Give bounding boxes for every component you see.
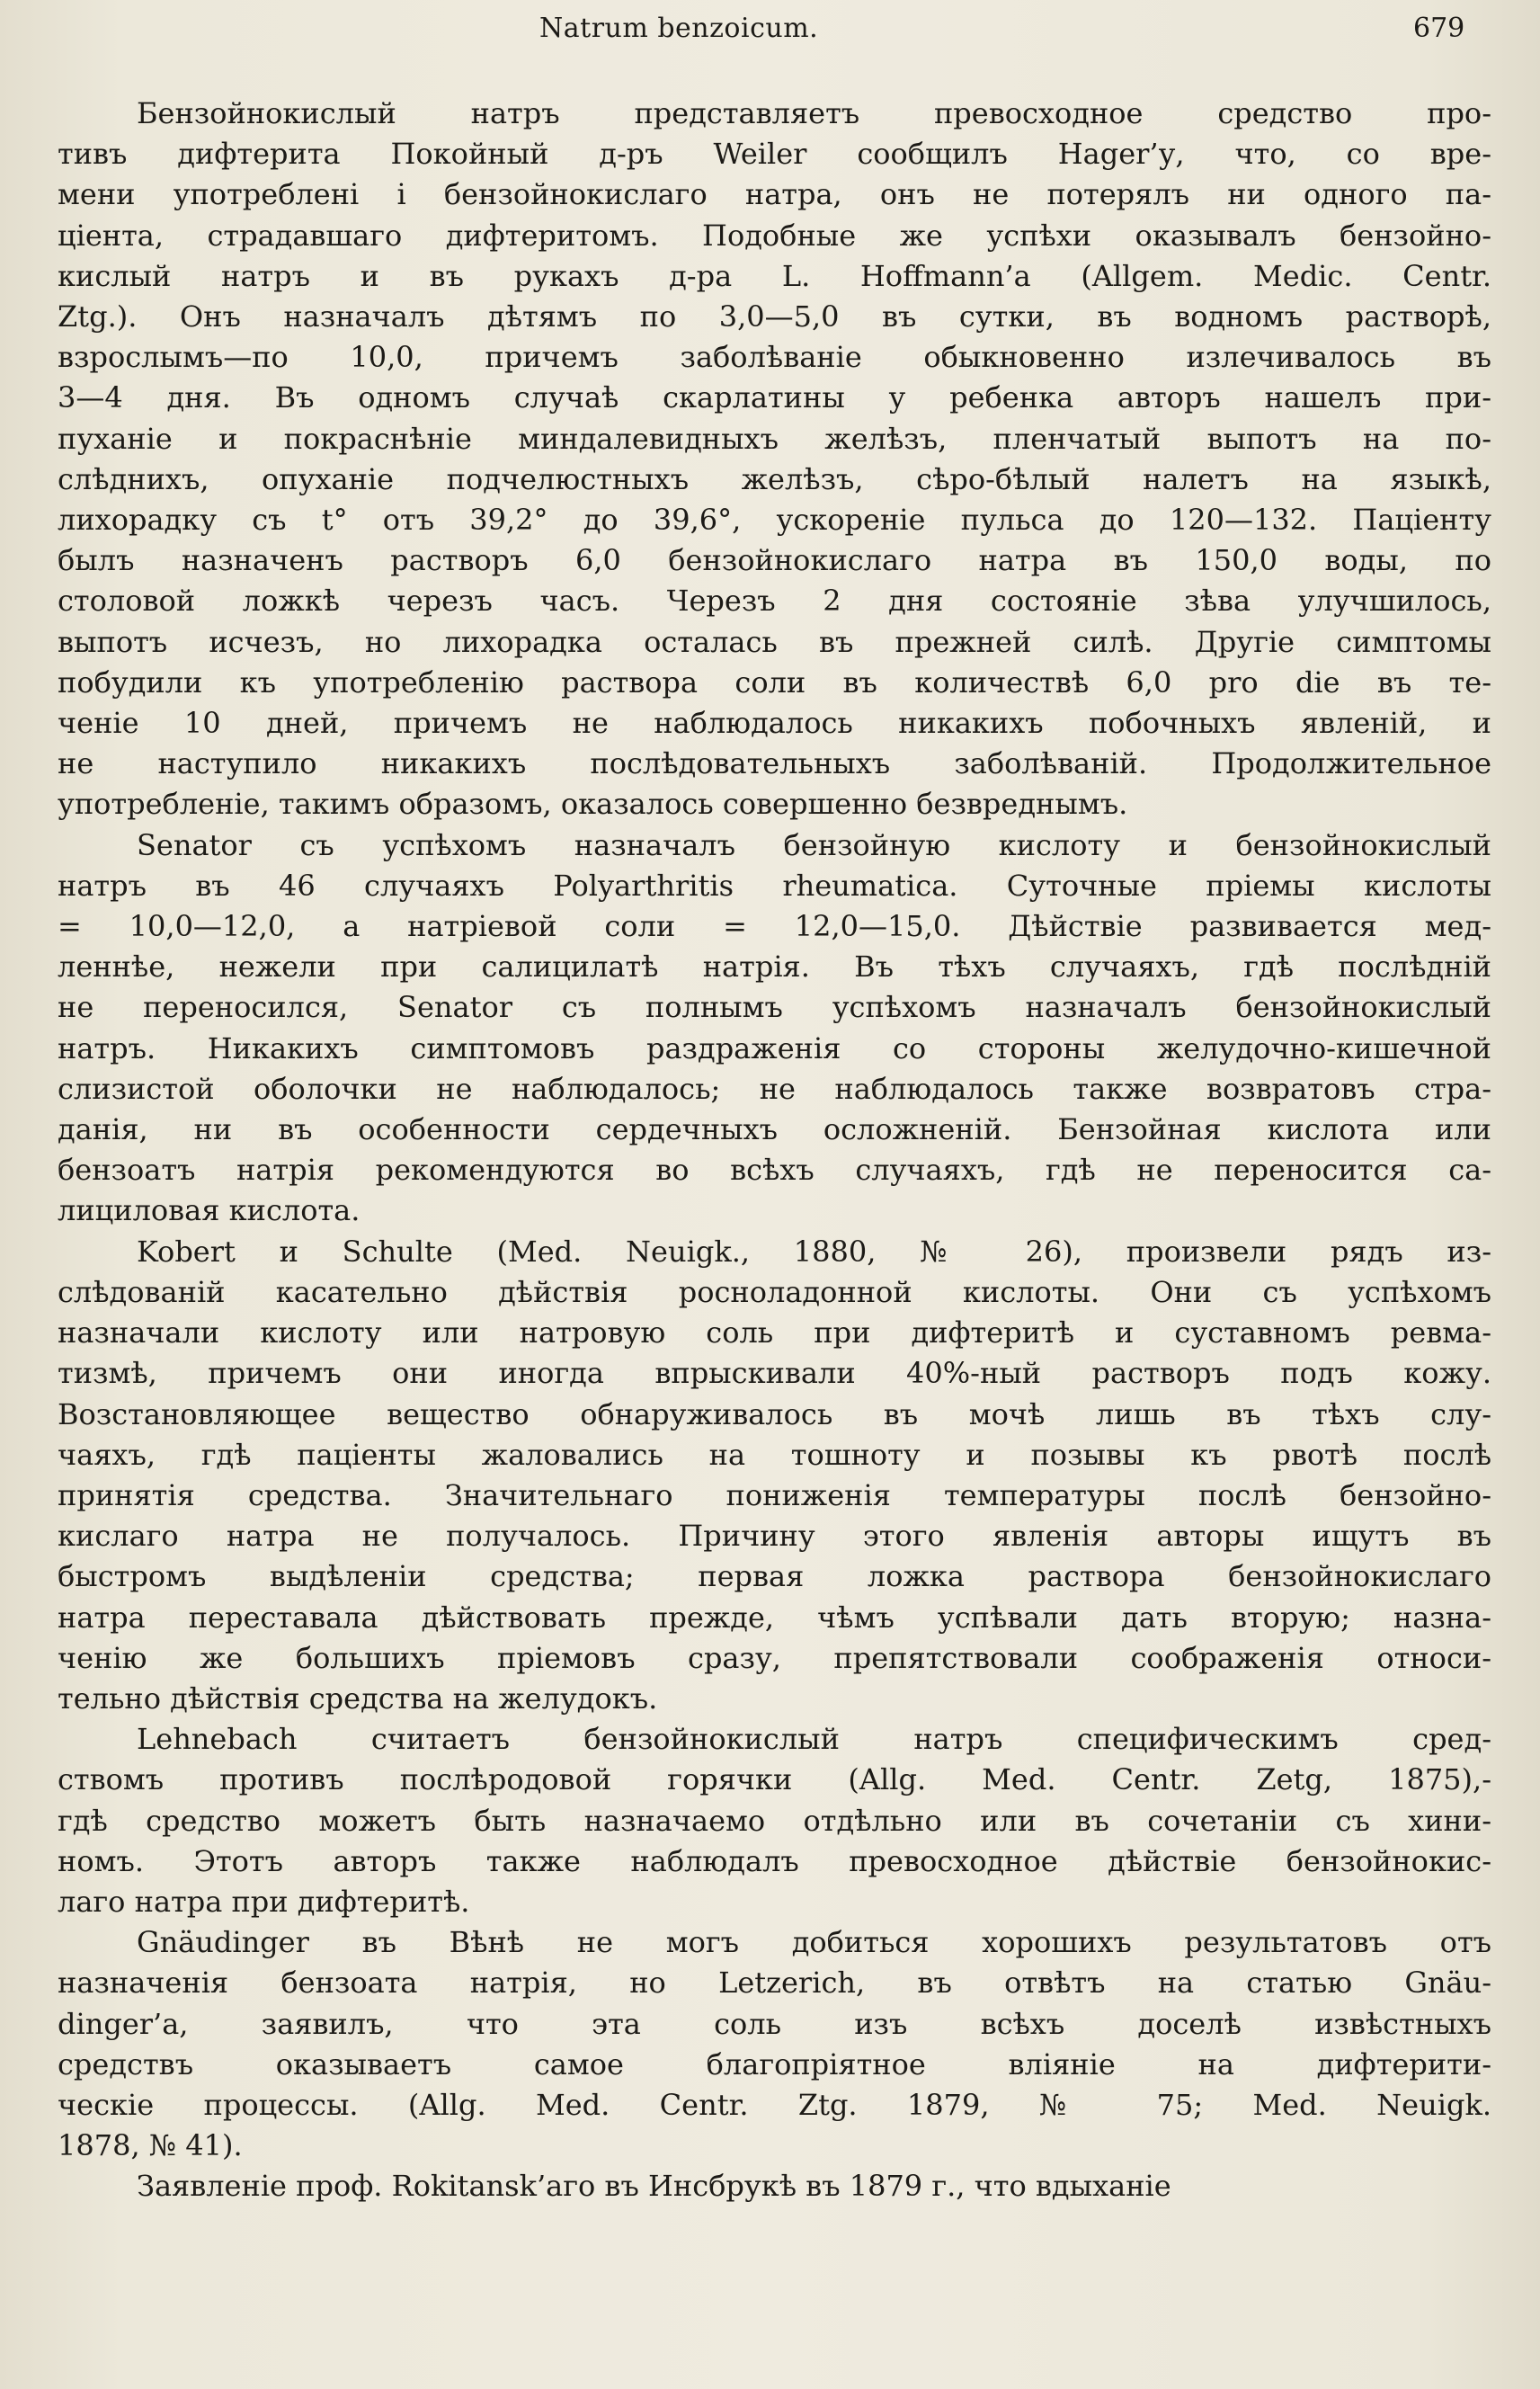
text-line: пуханіе и покраснѣніе миндалевидныхъ желѣзъ, пленчатый выпотъ на по- [58, 421, 1491, 456]
paragraph [58, 825, 1491, 1232]
text-line: взрослымъ—по 10,0, причемъ заболѣваніе обыкновенно излечивалось въ [58, 340, 1491, 375]
text-line: лициловая кислота. [58, 1193, 361, 1228]
text-line: тивъ дифтерита Покойный д-ръ Weiler сообщилъ Hager’у, что, со вре- [58, 137, 1491, 172]
text-line: употребленіе, такимъ образомъ, оказалось совершенно безвреднымъ. [58, 787, 1128, 822]
text-line: тизмѣ, причемъ они иногда впрыскивали 40%-ный растворъ подъ кожу. [58, 1356, 1491, 1391]
text-line: ческіе процессы. (Allg. Med. Centr. Ztg. 1879, № 75; Med. Neuigk. [58, 2087, 1491, 2122]
text-line: мени употреблені і бензойнокислаго натра, онъ не потерялъ ни одного па- [58, 177, 1491, 212]
text-line: принятія средства. Значительнаго пониженія температуры послѣ бензойно- [58, 1477, 1491, 1512]
paragraph [58, 2166, 1491, 2206]
text-line: данія, ни въ особенности сердечныхъ осложненій. Бензойная кислота или [58, 1112, 1491, 1147]
text-line: гдѣ средство можетъ быть назначаемо отдѣльно или въ сочетаніи съ хини- [58, 1803, 1491, 1838]
text-body [58, 94, 1491, 2207]
text-line: чаяхъ, гдѣ паціенты жаловались на тошноту и позывы къ рвотѣ послѣ [58, 1437, 1491, 1472]
text-line: не переносился, Senator съ полнымъ успѣхомъ назначалъ бензойнокислый [58, 990, 1491, 1025]
text-line: 1878, № 41). [58, 2128, 243, 2163]
running-title: Natrum benzoicum. [539, 13, 819, 44]
text-line: не наступило никакихъ послѣдовательныхъ заболѣваній. Продолжительное [58, 746, 1491, 781]
text-line: Бензойнокислый натръ представляетъ превосходное средство про- [137, 96, 1491, 130]
text-line: ціента, страдавшаго дифтеритомъ. Подобные же успѣхи оказывалъ бензойно- [58, 218, 1491, 253]
text-line: слѣднихъ, опуханіе подчелюстныхъ желѣзъ, сѣро-бѣлый налетъ на языкѣ, [58, 461, 1491, 496]
text-line: лаго натра при дифтеритѣ. [58, 1884, 470, 1919]
text-line: Senator съ успѣхомъ назначалъ бензойную кислоту и бензойнокислый [137, 827, 1491, 862]
text-line: кислый натръ и въ рукахъ д-ра L. Hoffmann’a (Allgem. Medic. Centr. [58, 258, 1491, 293]
text-line: ченію же большихъ пріемовъ сразу, препятствовали соображенія относи- [58, 1640, 1491, 1675]
text-line: быстромъ выдѣленіи средства; первая ложка раствора бензойнокислаго [58, 1559, 1491, 1594]
text-line: назначали кислоту или натровую соль при дифтеритѣ и суставномъ ревма- [58, 1315, 1491, 1350]
text-line: = 10,0—12,0, а натріевой соли = 12,0—15,0. Дѣйствіе развивается мед- [58, 909, 1491, 944]
text-line: Lehnebach считаетъ бензойнокислый натръ специфическимъ сред- [137, 1722, 1491, 1757]
text-line: Ztg.). Онъ назначалъ дѣтямъ по 3,0—5,0 въ сутки, въ водномъ растворѣ, [58, 299, 1491, 334]
page-number: 679 [1413, 13, 1465, 44]
text-line: кислаго натра не получалось. Причину этого явленія авторы ищутъ въ [58, 1519, 1491, 1554]
paragraph [58, 1719, 1491, 1922]
text-line: ствомъ противъ послѣродовой горячки (Allg. Med. Centr. Zetg, 1875),- [58, 1762, 1491, 1797]
text-line: леннѣе, нежели при салицилатѣ натрія. Въ тѣхъ случаяхъ, гдѣ послѣдній [58, 949, 1491, 985]
text-line: ченіе 10 дней, причемъ не наблюдалось никакихъ побочныхъ явленій, и [58, 706, 1491, 741]
text-line: тельно дѣйствія средства на желудокъ. [58, 1680, 658, 1716]
text-line: натръ въ 46 случаяхъ Polyarthritis rheumatica. Суточные пріемы кислоты [58, 868, 1491, 903]
text-line: Kobert и Schulte (Med. Neuigk., 1880, № 26), произвели рядъ из- [137, 1234, 1491, 1269]
text-line: лихорадку съ t° отъ 39,2° до 39,6°, ускореніе пульса до 120—132. Паціенту [58, 503, 1491, 538]
text-line: слизистой оболочки не наблюдалось; не наблюдалось также возвратовъ стра- [58, 1071, 1491, 1106]
paragraph [58, 1922, 1491, 2166]
text-line: былъ назначенъ растворъ 6,0 бензойнокислаго натра въ 150,0 воды, по [58, 543, 1491, 578]
text-line: натръ. Никакихъ симптомовъ раздраженія со стороны желудочно-кишечной [58, 1030, 1491, 1065]
text-line: Gnäudinger въ Вѣнѣ не могъ добиться хорошихъ результатовъ отъ [137, 1925, 1491, 1960]
text-line: назначенія бензоата натрія, но Letzerich, въ отвѣтъ на статью Gnäu- [58, 1966, 1491, 2001]
text-line: dinger’a, заявилъ, что эта соль изъ всѣхъ доселѣ извѣстныхъ [58, 2006, 1491, 2041]
text-line: номъ. Этотъ авторъ также наблюдалъ превосходное дѣйствіе бензойнокис- [58, 1843, 1491, 1878]
text-line: побудили къ употребленію раствора соли въ количествѣ 6,0 pro die въ те- [58, 664, 1491, 700]
text-line: Возстановляющее вещество обнаруживалось въ мочѣ лишь въ тѣхъ слу- [58, 1396, 1491, 1431]
text-line: натра переставала дѣйствовать прежде, чѣмъ успѣвали дать вторую; назна- [58, 1600, 1491, 1635]
text-line: выпотъ исчезъ, но лихорадка осталась въ прежней силѣ. Другіе симптомы [58, 624, 1491, 659]
text-line: слѣдованій касательно дѣйствія росноладонной кислоты. Они съ успѣхомъ [58, 1274, 1491, 1309]
text-line: Заявленіе проф. Rokitansk’aго въ Инсбрукѣ въ 1879 г., что вдыханіе [137, 2169, 1171, 2204]
running-head [0, 13, 1540, 49]
paragraph [58, 1232, 1491, 1719]
text-line: столовой ложкѣ черезъ часъ. Черезъ 2 дня состояніе зѣва улучшилось, [58, 584, 1491, 619]
text-line: 3—4 дня. Въ одномъ случаѣ скарлатины у ребенка авторъ нашелъ при- [58, 380, 1491, 415]
text-line: бензоатъ натрія рекомендуются во всѣхъ случаяхъ, гдѣ не переносится са- [58, 1153, 1491, 1188]
paragraph [58, 94, 1491, 825]
text-line: средствъ оказываетъ самое благопріятное вліяніе на дифтерити- [58, 2046, 1491, 2081]
